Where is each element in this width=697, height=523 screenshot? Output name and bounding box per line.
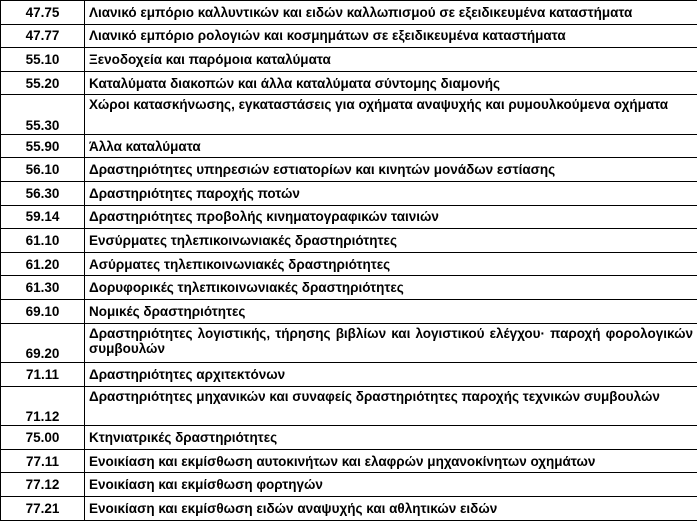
activity-code: 69.10 [1,300,85,324]
activity-description: Ξενοδοχεία και παρόμοια καταλύματα [85,48,697,72]
activity-code: 47.77 [1,24,85,48]
table-row [1,252,697,276]
table-row [1,48,697,72]
activity-description: Δραστηριότητες λογιστικής, τήρησης βιβλίων και λογιστικού ελέγχου· παροχή φορολογικών συμβουλών [85,323,697,363]
activity-code: 47.75 [1,1,85,25]
activity-code: 77.12 [1,473,85,497]
activity-description: Ενοικίαση και εκμίσθωση ειδών αναψυχής και αθλητικών ειδών [85,497,697,521]
activity-description: Δραστηριότητες προβολής κινηματογραφικών ταινιών [85,205,697,229]
activity-code: 61.20 [1,252,85,276]
table-row [1,158,697,182]
table-row [1,134,697,158]
activity-code: 55.30 [1,95,85,135]
activity-description: Δραστηριότητες αρχιτεκτόνων [85,363,697,387]
activity-code: 56.10 [1,158,85,182]
table-row [1,449,697,473]
table-row [1,300,697,324]
activity-description: Ενοικίαση και εκμίσθωση αυτοκινήτων και ελαφρών μηχανοκίνητων οχημάτων [85,449,697,473]
activity-codes-body [1,1,697,521]
activity-description: Λιανικό εμπόριο ρολογιών και κοσμημάτων σε εξειδικευμένα καταστήματα [85,24,697,48]
activity-code: 59.14 [1,205,85,229]
table-row [1,386,697,426]
table-row [1,323,697,363]
activity-code: 75.00 [1,426,85,450]
table-row [1,205,697,229]
activity-description: Ενσύρματες τηλεπικοινωνιακές δραστηριότητες [85,229,697,253]
activity-description: Κτηνιατρικές δραστηριότητες [85,426,697,450]
activity-code: 61.10 [1,229,85,253]
activity-description: Χώροι κατασκήνωσης, εγκαταστάσεις για οχήματα αναψυχής και ρυμουλκούμενα οχήματα [85,95,697,135]
table-row [1,276,697,300]
table-row [1,95,697,135]
activity-description: Δραστηριότητες υπηρεσιών εστιατορίων και κινητών μονάδων εστίασης [85,158,697,182]
activity-code: 55.90 [1,134,85,158]
activity-code: 55.10 [1,48,85,72]
activity-description: Λιανικό εμπόριο καλλυντικών και ειδών καλλωπισμού σε εξειδικευμένα καταστήματα [85,1,697,25]
activity-code: 71.12 [1,386,85,426]
activity-description: Ασύρματες τηλεπικοινωνιακές δραστηριότητες [85,252,697,276]
table-row [1,497,697,521]
activity-code: 77.11 [1,449,85,473]
activity-description: Ενοικίαση και εκμίσθωση φορτηγών [85,473,697,497]
activity-code: 71.11 [1,363,85,387]
activity-code: 55.20 [1,71,85,95]
activity-description: Δραστηριότητες παροχής ποτών [85,182,697,206]
activity-code: 61.30 [1,276,85,300]
activity-description: Δραστηριότητες μηχανικών και συναφείς δραστηριότητες παροχής τεχνικών συμβουλών [85,386,697,426]
activity-code: 56.30 [1,182,85,206]
table-row [1,229,697,253]
table-row [1,473,697,497]
activity-code: 69.20 [1,323,85,363]
table-row [1,24,697,48]
activity-description: Άλλα καταλύματα [85,134,697,158]
table-row [1,363,697,387]
activity-code: 77.21 [1,497,85,521]
activity-description: Νομικές δραστηριότητες [85,300,697,324]
table-row [1,1,697,25]
table-row [1,71,697,95]
activity-description: Καταλύματα διακοπών και άλλα καταλύματα σύντομης διαμονής [85,71,697,95]
activity-description: Δορυφορικές τηλεπικοινωνιακές δραστηριότητες [85,276,697,300]
table-row [1,182,697,206]
table-row [1,426,697,450]
